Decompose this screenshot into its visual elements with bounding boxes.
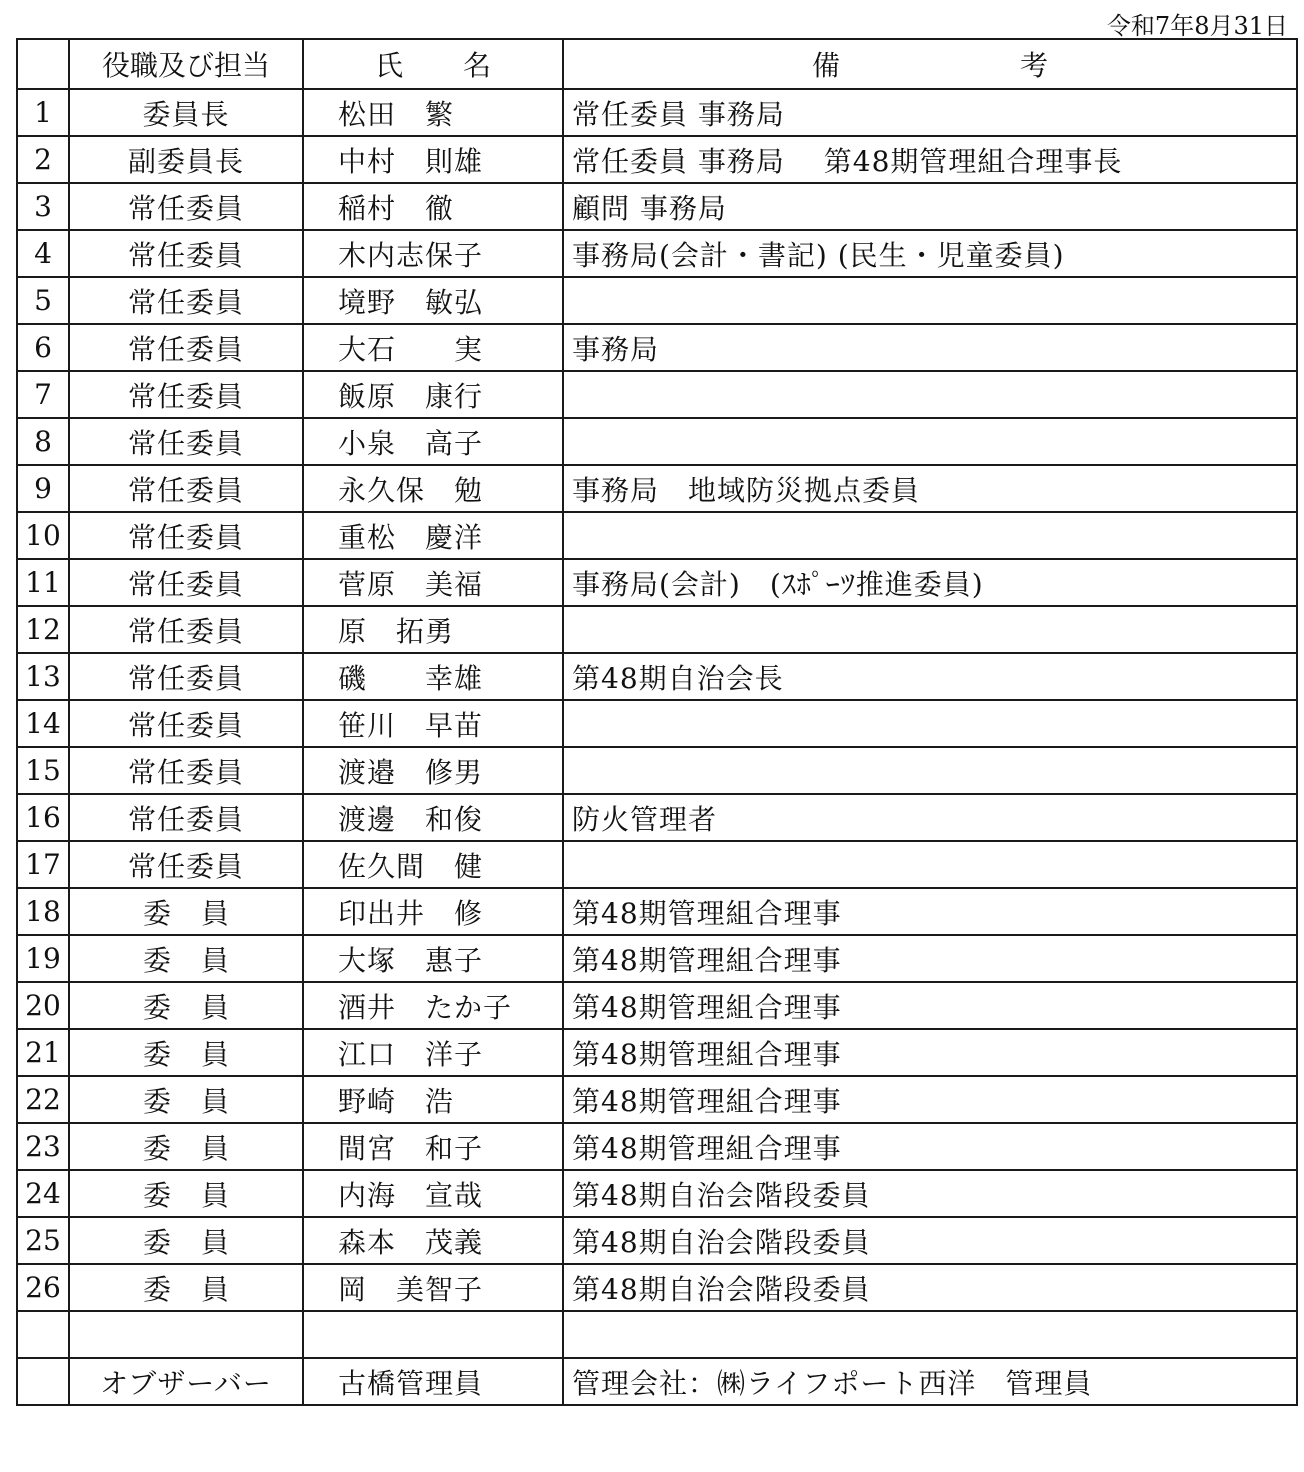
table-row: [17, 1264, 1297, 1311]
row-note: [563, 747, 1297, 794]
row-name: 中村 則雄: [303, 136, 563, 183]
table-row: [17, 888, 1297, 935]
row-number: 26: [17, 1264, 69, 1311]
row-number: 7: [17, 371, 69, 418]
table-row: [17, 277, 1297, 324]
row-role: 委員: [69, 1264, 303, 1311]
row-number: 25: [17, 1217, 69, 1264]
row-note: 顧問 事務局: [563, 183, 1297, 230]
header-name: 氏名: [303, 39, 563, 89]
table-row: [17, 465, 1297, 512]
row-note: [563, 512, 1297, 559]
row-role: 常任委員: [69, 559, 303, 606]
row-note: 管理会社：㈱ライフポート西洋 管理員: [563, 1358, 1297, 1405]
row-role: 副委員長: [69, 136, 303, 183]
blank-row: [17, 1311, 1297, 1358]
row-number: [17, 1358, 69, 1405]
row-number: 5: [17, 277, 69, 324]
row-note: [563, 371, 1297, 418]
row-note: 第48期管理組合理事: [563, 1076, 1297, 1123]
row-note: [563, 700, 1297, 747]
row-name: 菅原 美福: [303, 559, 563, 606]
row-role: 委員: [69, 1123, 303, 1170]
row-number: 9: [17, 465, 69, 512]
row-note: 第48期自治会階段委員: [563, 1264, 1297, 1311]
table-row: [17, 1123, 1297, 1170]
row-name: 原 拓勇: [303, 606, 563, 653]
row-note: 第48期管理組合理事: [563, 1029, 1297, 1076]
row-role: 常任委員: [69, 277, 303, 324]
row-number: 3: [17, 183, 69, 230]
row-name: 稲村 徹: [303, 183, 563, 230]
document-date: 令和7年8月31日: [1106, 12, 1288, 40]
row-name: 森本 茂義: [303, 1217, 563, 1264]
row-role: 常任委員: [69, 841, 303, 888]
row-role: 委員: [69, 1076, 303, 1123]
table-row: [17, 794, 1297, 841]
row-note: 常任委員 事務局: [563, 89, 1297, 136]
row-role: 常任委員: [69, 183, 303, 230]
row-name: 江口 洋子: [303, 1029, 563, 1076]
row-number: 23: [17, 1123, 69, 1170]
table-row: [17, 230, 1297, 277]
row-role: 常任委員: [69, 371, 303, 418]
row-name: 内海 宣哉: [303, 1170, 563, 1217]
roster-body: [17, 89, 1297, 1405]
row-number: 16: [17, 794, 69, 841]
table-row: [17, 1029, 1297, 1076]
table-row: [17, 183, 1297, 230]
row-note: 第48期管理組合理事: [563, 982, 1297, 1029]
row-name: 磯 幸雄: [303, 653, 563, 700]
row-name: 大石 実: [303, 324, 563, 371]
row-number: 11: [17, 559, 69, 606]
row-role: オブザーバー: [69, 1358, 303, 1405]
row-name: 渡邉 修男: [303, 747, 563, 794]
row-number: 18: [17, 888, 69, 935]
row-name: 印出井 修: [303, 888, 563, 935]
table-row: [17, 935, 1297, 982]
row-role: 委員: [69, 1217, 303, 1264]
row-note: [563, 418, 1297, 465]
row-name: 大塚 惠子: [303, 935, 563, 982]
row-role: 常任委員: [69, 512, 303, 559]
row-name: 飯原 康行: [303, 371, 563, 418]
table-row: [17, 324, 1297, 371]
table-row: [17, 606, 1297, 653]
row-note: 第48期自治会階段委員: [563, 1217, 1297, 1264]
row-number: 24: [17, 1170, 69, 1217]
observer-row: [17, 1358, 1297, 1405]
row-role: 常任委員: [69, 653, 303, 700]
row-note: 第48期自治会長: [563, 653, 1297, 700]
row-role: 常任委員: [69, 465, 303, 512]
row-name: 岡 美智子: [303, 1264, 563, 1311]
row-role: 常任委員: [69, 324, 303, 371]
table-row: [17, 1170, 1297, 1217]
blank-cell: [69, 1311, 303, 1358]
row-number: 20: [17, 982, 69, 1029]
row-name: 木内志保子: [303, 230, 563, 277]
row-note: 第48期管理組合理事: [563, 935, 1297, 982]
row-role: 常任委員: [69, 794, 303, 841]
row-role: 委員: [69, 1170, 303, 1217]
header-number: [17, 39, 69, 89]
table-row: [17, 89, 1297, 136]
row-name: 酒井 たか子: [303, 982, 563, 1029]
row-role: 委員: [69, 888, 303, 935]
row-note: 第48期自治会階段委員: [563, 1170, 1297, 1217]
row-name: 永久保 勉: [303, 465, 563, 512]
table-row: [17, 1076, 1297, 1123]
row-number: 19: [17, 935, 69, 982]
table-row: [17, 371, 1297, 418]
row-role: 委員長: [69, 89, 303, 136]
row-name: 渡邊 和俊: [303, 794, 563, 841]
row-number: 4: [17, 230, 69, 277]
row-note: 第48期管理組合理事: [563, 888, 1297, 935]
table-row: [17, 559, 1297, 606]
table-row: [17, 841, 1297, 888]
row-number: 6: [17, 324, 69, 371]
row-number: 12: [17, 606, 69, 653]
table-row: [17, 747, 1297, 794]
table-row: [17, 700, 1297, 747]
row-role: 委員: [69, 935, 303, 982]
row-note: 事務局(会計・書記) (民生・児童委員): [563, 230, 1297, 277]
row-role: 常任委員: [69, 747, 303, 794]
row-number: 22: [17, 1076, 69, 1123]
row-role: 委員: [69, 982, 303, 1029]
row-note: 第48期管理組合理事: [563, 1123, 1297, 1170]
table-row: [17, 136, 1297, 183]
table-header-row: [17, 39, 1297, 89]
row-number: 1: [17, 89, 69, 136]
row-note: [563, 841, 1297, 888]
table-row: [17, 982, 1297, 1029]
row-name: 松田 繁: [303, 89, 563, 136]
row-role: 委員: [69, 1029, 303, 1076]
row-role: 常任委員: [69, 418, 303, 465]
table-row: [17, 1217, 1297, 1264]
row-number: 13: [17, 653, 69, 700]
row-number: 15: [17, 747, 69, 794]
row-number: 10: [17, 512, 69, 559]
row-name: 野崎 浩: [303, 1076, 563, 1123]
row-name: 重松 慶洋: [303, 512, 563, 559]
row-note: 常任委員 事務局 第48期管理組合理事長: [563, 136, 1297, 183]
row-number: 21: [17, 1029, 69, 1076]
row-role: 常任委員: [69, 606, 303, 653]
row-name: 境野 敏弘: [303, 277, 563, 324]
table-row: [17, 653, 1297, 700]
row-name: 間宮 和子: [303, 1123, 563, 1170]
row-note: 事務局: [563, 324, 1297, 371]
row-note: 事務局 地域防災拠点委員: [563, 465, 1297, 512]
row-number: 8: [17, 418, 69, 465]
row-number: 17: [17, 841, 69, 888]
table-row: [17, 512, 1297, 559]
row-note: [563, 277, 1297, 324]
row-note: 事務局(会計) (ｽﾎﾟｰﾂ推進委員): [563, 559, 1297, 606]
row-name: 佐久間 健: [303, 841, 563, 888]
row-number: 2: [17, 136, 69, 183]
row-name: 小泉 高子: [303, 418, 563, 465]
header-note: 備考: [563, 39, 1297, 89]
committee-roster-table: [16, 38, 1298, 1406]
blank-cell: [303, 1311, 563, 1358]
row-role: 常任委員: [69, 700, 303, 747]
header-role: 役職及び担当: [69, 39, 303, 89]
row-name: 笹川 早苗: [303, 700, 563, 747]
row-note: 防火管理者: [563, 794, 1297, 841]
blank-cell: [17, 1311, 69, 1358]
row-role: 常任委員: [69, 230, 303, 277]
row-note: [563, 606, 1297, 653]
table-row: [17, 418, 1297, 465]
blank-cell: [563, 1311, 1297, 1358]
row-number: 14: [17, 700, 69, 747]
row-name: 古橋管理員: [303, 1358, 563, 1405]
